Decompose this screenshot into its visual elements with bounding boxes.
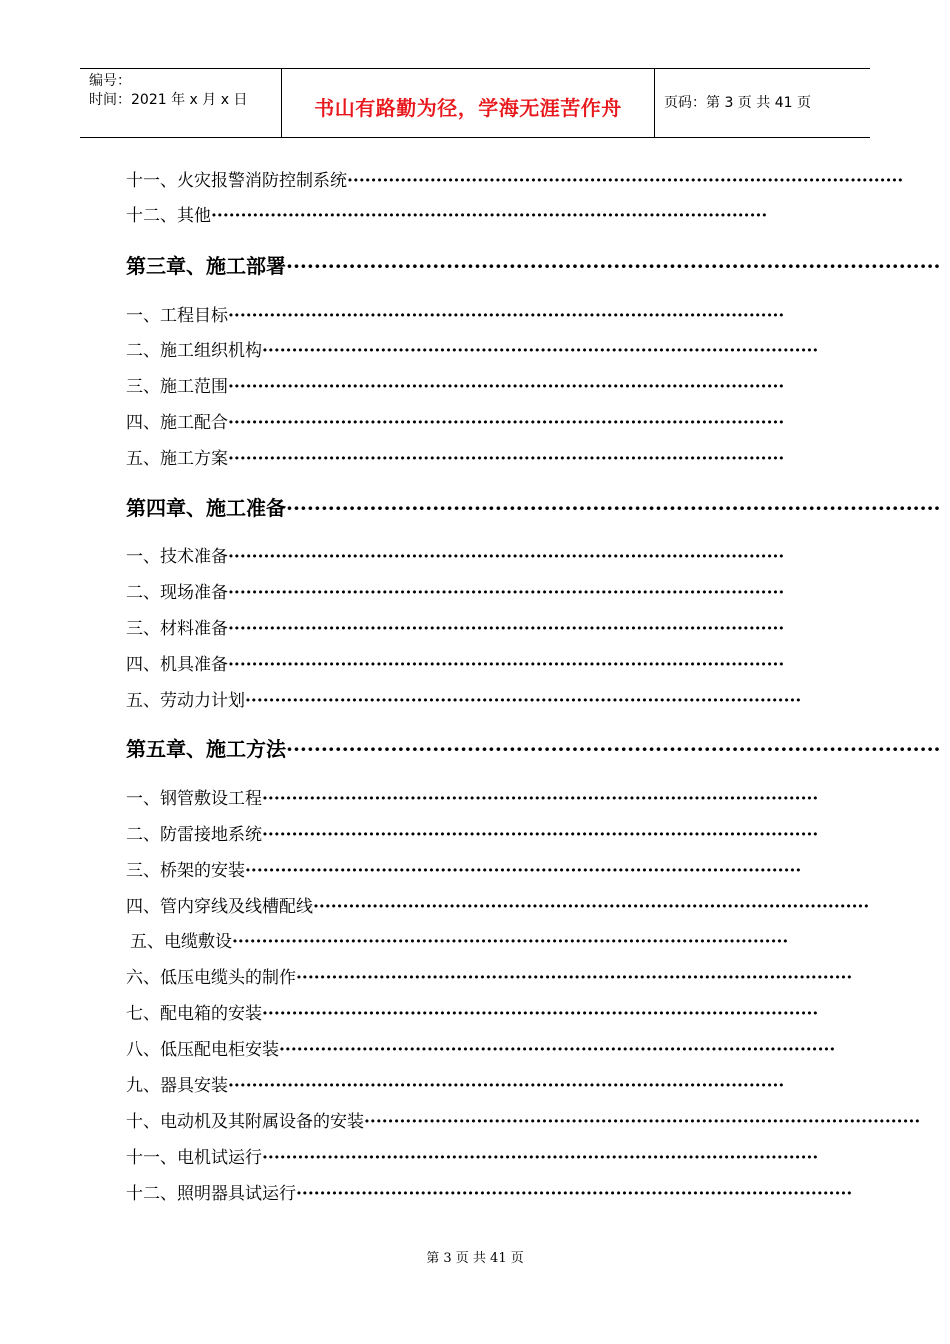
toc-entry-title: 四、施工配合 <box>126 413 228 433</box>
document-code-label: 编号： <box>89 73 131 89</box>
toc-entry-title: 第三章、施工部署 <box>126 254 286 278</box>
toc-section-entry <box>126 448 785 470</box>
toc-entry-title: 四、管内穿线及线槽配线 <box>126 897 313 917</box>
toc-entry-title: 七、配电箱的安装 <box>126 1004 262 1024</box>
header-page-info: 页码：第 3 页 共 41 页 <box>664 95 811 111</box>
toc-entry-title: 三、材料准备 <box>126 619 228 639</box>
toc-entry-title: 第四章、施工准备 <box>126 496 286 520</box>
toc-section-entry <box>126 860 802 882</box>
toc-entry-title: 八、低压配电柜安装 <box>126 1040 279 1060</box>
toc-entry-title: 五、劳动力计划 <box>126 691 245 711</box>
toc-section-entry <box>126 582 785 604</box>
toc-leader-dots: ······························································································ <box>228 377 785 397</box>
page-footer: 第 3 页 共 41 页 <box>426 1251 524 1266</box>
toc-leader-dots: ······························································································ <box>245 691 802 711</box>
toc-leader-dots: ······························································································ <box>228 449 785 469</box>
toc-section-entry <box>126 1003 819 1025</box>
toc-entry-title: 二、现场准备 <box>126 583 228 603</box>
header-motto: 书山有路勤为径，学海无涯苦作舟 <box>314 96 622 120</box>
toc-leader-dots: ······························································································ <box>286 496 941 520</box>
toc-leader-dots: ······························································································ <box>245 861 802 881</box>
toc-leader-dots: ······························································································ <box>296 968 853 988</box>
toc-entry-title: 十一、火灾报警消防控制系统 <box>126 171 347 191</box>
toc-entry-title: 五、施工方案 <box>126 449 228 469</box>
toc-leader-dots: ······························································································ <box>279 1040 836 1060</box>
toc-leader-dots: ······························································································ <box>347 171 904 191</box>
toc-section-entry <box>126 205 768 227</box>
toc-entry-title: 三、桥架的安装 <box>126 861 245 881</box>
toc-section-entry <box>126 896 870 918</box>
toc-entry-title: 二、施工组织机构 <box>126 341 262 361</box>
toc-entry-title: 九、器具安装 <box>126 1076 228 1096</box>
toc-entry-title: 十二、其他 <box>126 206 211 226</box>
toc-section-entry <box>126 967 853 989</box>
toc-section-entry <box>126 1183 853 1205</box>
toc-section-entry <box>126 1039 836 1061</box>
toc-section-entry <box>126 1147 819 1169</box>
toc-entry-title: 第五章、施工方法 <box>126 737 286 761</box>
toc-entry-title: 十二、照明器具试运行 <box>126 1184 296 1204</box>
toc-leader-dots: ······························································································ <box>364 1112 921 1132</box>
toc-leader-dots: ······························································································ <box>228 547 785 567</box>
toc-section-entry <box>126 654 785 676</box>
toc-leader-dots: ······························································································ <box>262 1004 819 1024</box>
toc-section-entry <box>130 931 789 953</box>
toc-section-entry <box>126 1075 785 1097</box>
toc-leader-dots: ······························································································ <box>313 897 870 917</box>
toc-chapter-entry <box>126 253 941 279</box>
toc-section-entry <box>126 305 785 327</box>
toc-leader-dots: ······························································································ <box>228 655 785 675</box>
toc-leader-dots: ······························································································ <box>228 583 785 603</box>
toc-entry-title: 一、技术准备 <box>126 547 228 567</box>
toc-leader-dots: ······························································································ <box>296 1184 853 1204</box>
toc-chapter-entry <box>126 495 941 521</box>
toc-section-entry <box>126 824 819 846</box>
toc-entry-title: 六、低压电缆头的制作 <box>126 968 296 988</box>
toc-entry-title: 二、防雷接地系统 <box>126 825 262 845</box>
toc-section-entry <box>126 340 819 362</box>
toc-leader-dots: ······························································································ <box>211 206 768 226</box>
toc-section-entry <box>126 690 802 712</box>
toc-leader-dots: ······························································································ <box>228 1076 785 1096</box>
toc-entry-title: 四、机具准备 <box>126 655 228 675</box>
toc-leader-dots: ······························································································ <box>262 789 819 809</box>
toc-leader-dots: ······························································································ <box>232 932 789 952</box>
toc-entry-title: 一、工程目标 <box>126 306 228 326</box>
toc-entry-title: 十、电动机及其附属设备的安装 <box>126 1112 364 1132</box>
toc-leader-dots: ······························································································ <box>262 1148 819 1168</box>
toc-leader-dots: ······························································································ <box>262 825 819 845</box>
toc-entry-title: 十一、电机试运行 <box>126 1148 262 1168</box>
toc-leader-dots: ······························································································ <box>286 737 941 761</box>
toc-chapter-entry <box>126 736 941 762</box>
toc-section-entry <box>126 618 785 640</box>
toc-entry-title: 三、施工范围 <box>126 377 228 397</box>
toc-section-entry <box>126 788 819 810</box>
toc-leader-dots: ······························································································ <box>286 254 941 278</box>
toc-leader-dots: ······························································································ <box>228 619 785 639</box>
toc-section-entry <box>126 546 785 568</box>
toc-section-entry <box>126 170 904 192</box>
toc-leader-dots: ······························································································ <box>262 341 819 361</box>
toc-section-entry <box>126 376 785 398</box>
toc-leader-dots: ······························································································ <box>228 413 785 433</box>
toc-entry-title: 五、电缆敷设 <box>130 932 232 952</box>
toc-leader-dots: ······························································································ <box>228 306 785 326</box>
toc-section-entry <box>126 412 785 434</box>
toc-entry-title: 一、钢管敷设工程 <box>126 789 262 809</box>
document-date: 时间：2021 年 x 月 x 日 <box>89 92 248 108</box>
toc-section-entry <box>126 1111 921 1133</box>
